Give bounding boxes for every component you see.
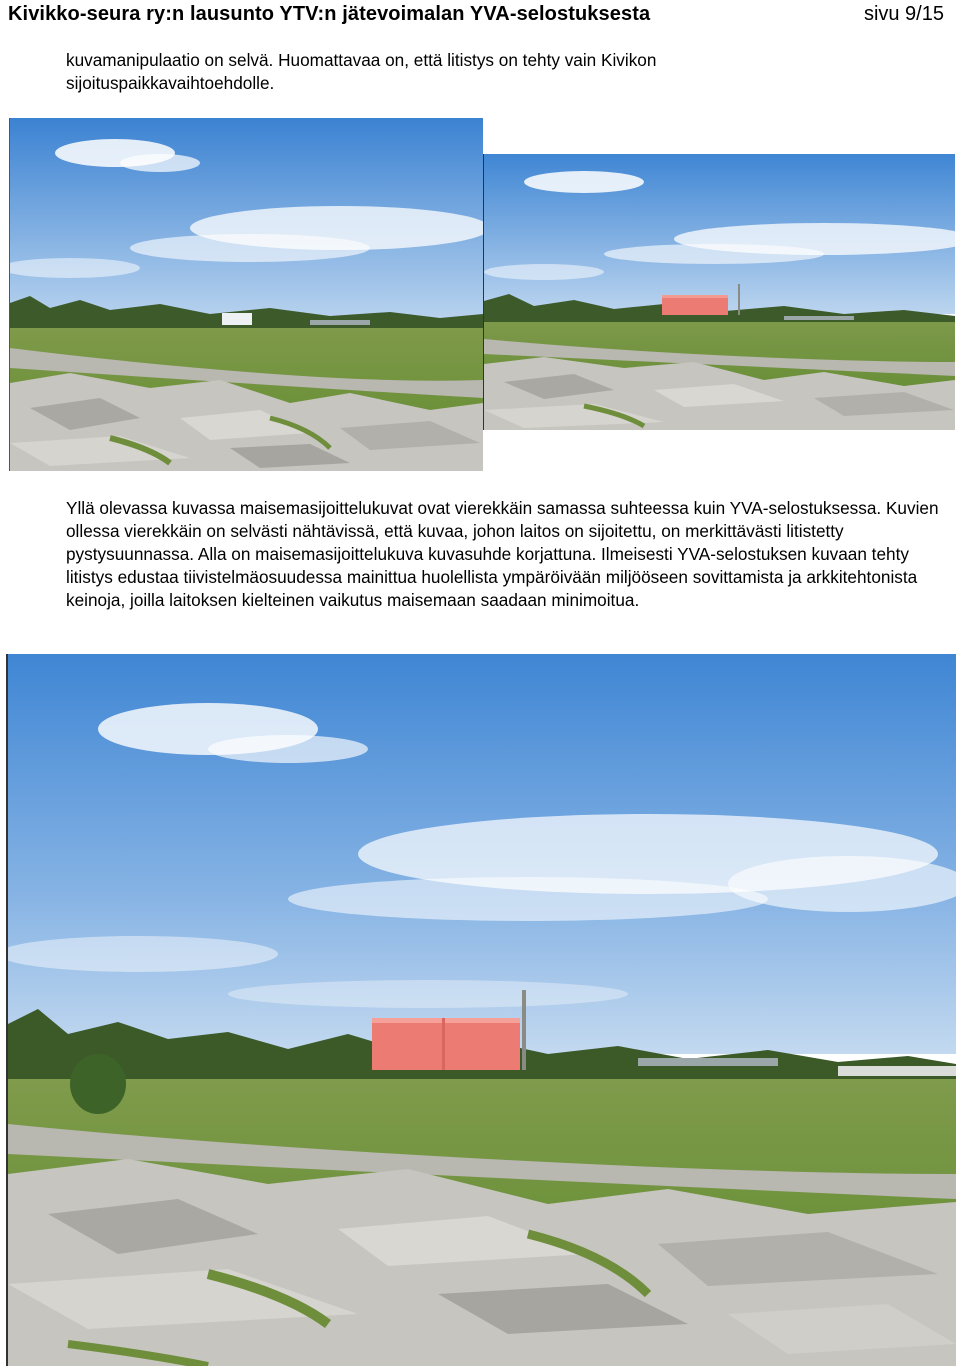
page-number: sivu 9/15 <box>863 2 944 25</box>
landscape-photo-original <box>9 118 483 471</box>
landscape-photo-flattened <box>483 154 955 430</box>
document-title: Kivikko-seura ry:n lausunto YTV:n jätevoimalan YVA-selostuksesta <box>8 2 651 25</box>
landscape-photo-corrected <box>6 654 956 1366</box>
body-paragraph: Yllä olevassa kuvassa maisemasijoittelukuvat ovat vierekkäin samassa suhteessa kuin YVA-selostuksessa. Kuvien ollessa vierekkäin on selvästi nähtävissä, että kuvaa, johon laitos on sijoitettu, on merkittävästi litistetty pystysuunnassa. Alla on maisemasijoittelukuva kuvasuhde korjattuna. Ilmeisesti YVA-selostuksen kuvaan tehty litistys edustaa tiivistelmäosuudessa mainittua huolellista ympäröivään miljööseen sovittamista ja arkkitehtonista keinoja, joilla laitoksen kielteinen vaikutus maisemaan saadaan minimoitua. <box>66 498 939 610</box>
intro-paragraph: kuvamanipulaatio on selvä. Huomattavaa on, että litistys on tehty vain Kivikon sijoituspaikkavaihtoehdolle. <box>66 50 657 93</box>
page-header <box>8 0 944 28</box>
